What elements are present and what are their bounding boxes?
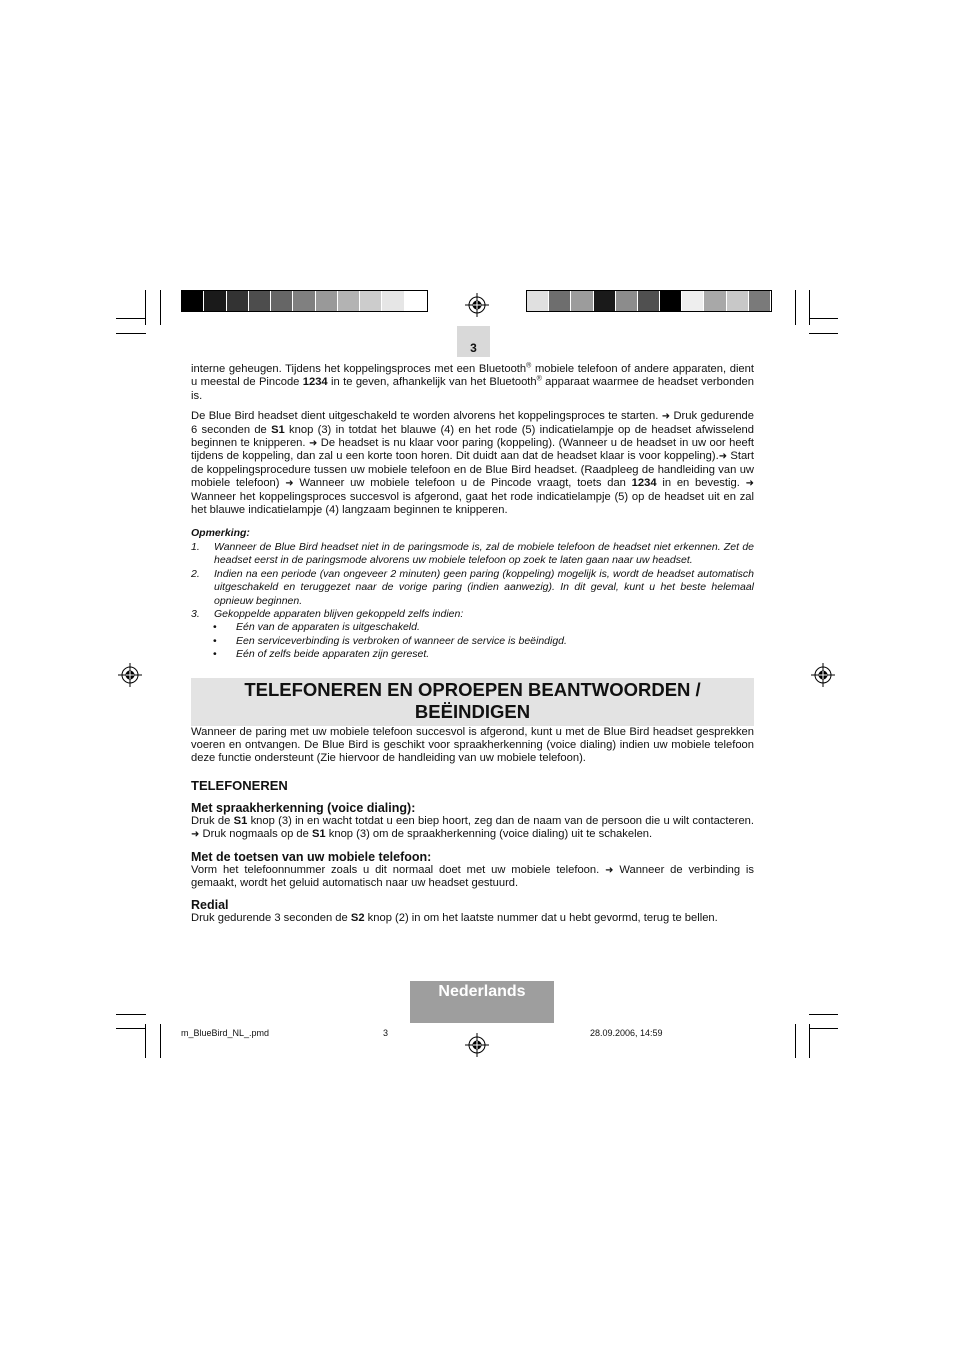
voice-dialing-text: Druk de S1 knop (3) in en wacht totdat u een biep hoort, zeg dan de naam van de persoon die u wilt contacteren. ➜ Druk nogmaals op de S1 knop (3) om de spraakherkenning (voice dialing) uit te schakelen. <box>191 814 754 841</box>
color-swatch <box>271 291 293 311</box>
voice-dialing-title: Met spraakherkenning (voice dialing): <box>191 800 416 815</box>
color-swatch <box>249 291 271 311</box>
color-swatch <box>571 291 593 311</box>
intro-paragraph: Wanneer de paring met uw mobiele telefoon succesvol is afgerond, kunt u met de Blue Bird headset gesprekken voeren en ontvangen. De Blue Bird is geschikt voor spraakherkenning (voice dialing) indien uw mobiele telefoon deze functie ondersteunt (Zie hiervoor de handleiding van uw mobiele telefoon). <box>191 725 754 765</box>
arrow-right-icon: ➜ <box>191 829 200 841</box>
bullet-icon: • <box>213 648 217 661</box>
main-content <box>191 363 754 926</box>
note-title: Opmerking: <box>191 527 250 540</box>
color-swatch <box>727 291 749 311</box>
registration-mark-icon <box>465 1033 489 1057</box>
redial-text: Druk gedurende 3 seconden de S2 knop (2) in om het laatste nummer dat u hebt gevormd, terug te bellen. <box>191 912 718 925</box>
color-swatch <box>527 291 549 311</box>
footer-page: 3 <box>383 1028 389 1038</box>
color-swatch <box>360 291 382 311</box>
color-swatch <box>549 291 571 311</box>
bullet-icon: • <box>213 634 217 647</box>
color-swatch <box>293 291 315 311</box>
color-swatch <box>182 291 204 311</box>
page-number-box <box>457 326 490 357</box>
note-bullet: • Eén of zelfs beide apparaten zijn gereset. <box>213 648 430 661</box>
color-swatch <box>382 291 404 311</box>
color-calibration-bar-left <box>181 290 428 312</box>
page-number: 3 <box>470 341 477 355</box>
arrow-right-icon: ➜ <box>308 438 318 450</box>
redial-title: Redial <box>191 898 229 913</box>
arrow-right-icon: ➜ <box>745 478 754 490</box>
language-tab <box>410 981 554 1023</box>
note-item: 3. Gekoppelde apparaten blijven gekoppeld zelfs indien: <box>191 607 464 620</box>
language-label: Nederlands <box>438 983 526 1000</box>
footer-filename: m_BlueBird_NL_.pmd <box>181 1028 270 1038</box>
arrow-right-icon: ➜ <box>661 411 671 423</box>
color-swatch <box>682 291 704 311</box>
color-swatch <box>405 291 427 311</box>
paragraph-pincode: interne geheugen. Tijdens het koppelingsproces met een Bluetooth® mobiele telefoon of andere apparaten, dient u meestal de Pincode 1234 in te geven, afhankelijk van het Bluetooth® apparaat waarmee de headset verbonden is. <box>191 362 754 402</box>
note-list <box>191 541 754 662</box>
footer-date: 28.09.2006, 14:59 <box>590 1028 663 1038</box>
section-heading: TELEFONEREN EN OPROEPEN BEANTWOORDEN / BEËINDIGEN <box>191 678 754 726</box>
color-swatch <box>616 291 638 311</box>
note-item: 1. Wanneer de Blue Bird headset niet in de paringsmode is, zal de mobiele telefoon de headset niet erkennen. Zet de headset eerst in de paringsmode alvorens uw mobiele telefoon op zoek te laten gaan naar uw headset. <box>191 540 754 567</box>
note-bullet: • Eén van de apparaten is uitgeschakeld. <box>213 621 420 634</box>
arrow-right-icon: ➜ <box>718 451 728 463</box>
color-swatch <box>660 291 682 311</box>
arrow-right-icon: ➜ <box>605 864 614 876</box>
color-swatch <box>638 291 660 311</box>
registration-mark-icon <box>465 293 489 317</box>
note-item: 2. Indien na een periode (van ongeveer 2 minuten) geen paring (koppeling) mogelijk is, wordt de headset automatisch uitgeschakeld en teruggezet naar de vorige paring (indien aanwezig). In dit geval, kunt u het beste helemaal opnieuw beginnen. <box>191 567 754 607</box>
subsection-title: TELEFONEREN <box>191 777 288 793</box>
color-swatch <box>749 291 771 311</box>
color-calibration-bar-right <box>526 290 772 312</box>
phone-keys-title: Met de toetsen van uw mobiele telefoon: <box>191 849 432 864</box>
phone-keys-text: Vorm het telefoonnummer zoals u dit normaal doet met uw mobiele telefoon. ➜ Wanneer de verbinding is gemaakt, wordt het geluid automatisch naar uw headset gestuurd. <box>191 863 755 889</box>
color-swatch <box>316 291 338 311</box>
registration-mark-icon <box>118 663 142 687</box>
registration-mark-icon <box>811 663 835 687</box>
color-swatch <box>704 291 726 311</box>
color-swatch <box>338 291 360 311</box>
arrow-right-icon: ➜ <box>285 478 294 490</box>
color-swatch <box>594 291 616 311</box>
bullet-icon: • <box>213 621 217 634</box>
note-bullet: • Een serviceverbinding is verbroken of wanneer de service is beëindigd. <box>213 634 567 647</box>
color-swatch <box>227 291 249 311</box>
color-swatch <box>204 291 226 311</box>
paragraph-pairing: De Blue Bird headset dient uitgeschakeld te worden alvorens het koppelingsproces te starten. ➜ Druk gedurende 6 seconden de S1 knop (3) in totdat het blauwe (4) en het rode (5) indicatielampje op de headset afwisselend beginnen te knipperen. ➜ De headset is nu klaar voor paring (koppeling). (Wanneer u de headset in uw oor heeft tijdens de koppeling, dan zal u een korte toon horen. Dit duidt aan dat de headset klaar is voor koppeling).➜ Start de koppelingsprocedure tussen uw mobiele telefoon en de Blue Bird headset. (Raadpleeg de handleiding van uw mobiele telefoon) ➜ Wanneer uw mobiele telefoon u de Pincode vraagt, toets dan 1234 in en bevestig. ➜ Wanneer het koppelingsproces succesvol is afgerond, gaat het rode indicatielampje (5) op de headset uit en zal het blauwe indicatielampje (4) langzaam beginnen te knipperen. <box>191 410 755 517</box>
